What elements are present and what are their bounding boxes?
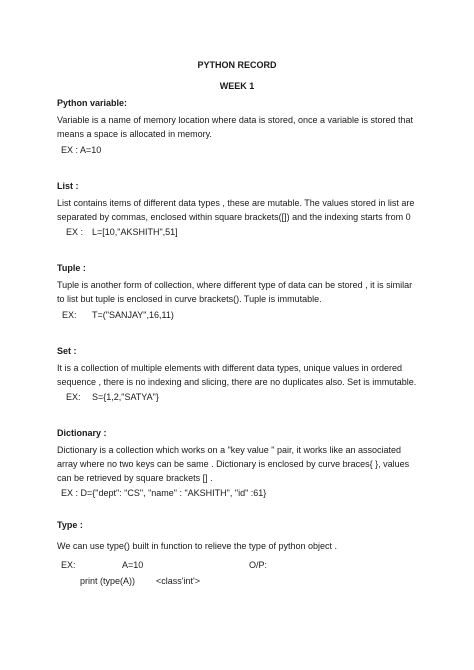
type-output-label: O/P: <box>249 560 268 570</box>
set-body: It is a collection of multiple elements with different data types, unique values in ordered sequence , there is no indexing and slicing, there are no duplicates also. Set is immutable. <box>57 363 417 387</box>
tuple-body: Tuple is another form of collection, where different type of data can be stored , it is similar to list but tuple is enclosed in curve brackets(). Tuple is immutable. <box>57 280 413 304</box>
list-heading: List : <box>57 181 79 191</box>
set-heading: Set : <box>57 346 77 356</box>
tuple-heading: Tuple : <box>57 263 86 273</box>
tuple-example-label: EX: <box>62 310 77 320</box>
tuple-example-code: T=("SANJAY",16,11) <box>92 310 174 320</box>
type-output-value: <class'int'> <box>156 576 200 586</box>
set-example-code: S={1,2,"SATYA"} <box>92 392 159 402</box>
document-title: PYTHON RECORD <box>197 60 277 70</box>
type-example-label: EX: <box>61 560 76 570</box>
type-example-print: print (type(A)) <box>80 576 136 586</box>
dictionary-example: EX : D={"dept": "CS", "name" : "AKSHITH", "id" :61} <box>61 488 267 498</box>
dictionary-heading: Dictionary : <box>57 428 107 438</box>
type-example-code: A=10 <box>122 560 144 570</box>
week-label: WEEK 1 <box>219 81 255 91</box>
dictionary-body: Dictionary is a collection which works on a "key value " pair, it works like an associated array where no two keys can be same . Dictionary is enclosed by curve braces{ }, values can be retrieved by square brackets [] . <box>57 445 410 483</box>
variable-example: EX : A=10 <box>61 145 102 155</box>
set-example-label: EX: <box>66 392 81 402</box>
list-example-label: EX : <box>66 227 84 237</box>
variable-body: Variable is a name of memory location where data is stored, once a variable is stored that means a space is allocated in memory. <box>57 115 414 139</box>
list-example-code: L=[10,"AKSHITH",51] <box>92 227 178 237</box>
type-heading: Type : <box>57 520 83 530</box>
variable-heading: Python variable: <box>57 98 128 108</box>
list-body: List contains items of different data types , these are mutable. The values stored in list are separated by commas, enclosed within square brackets([]) and the indexing starts from 0 <box>57 198 415 222</box>
type-body: We can use type() built in function to relieve the type of python object . <box>57 541 337 551</box>
